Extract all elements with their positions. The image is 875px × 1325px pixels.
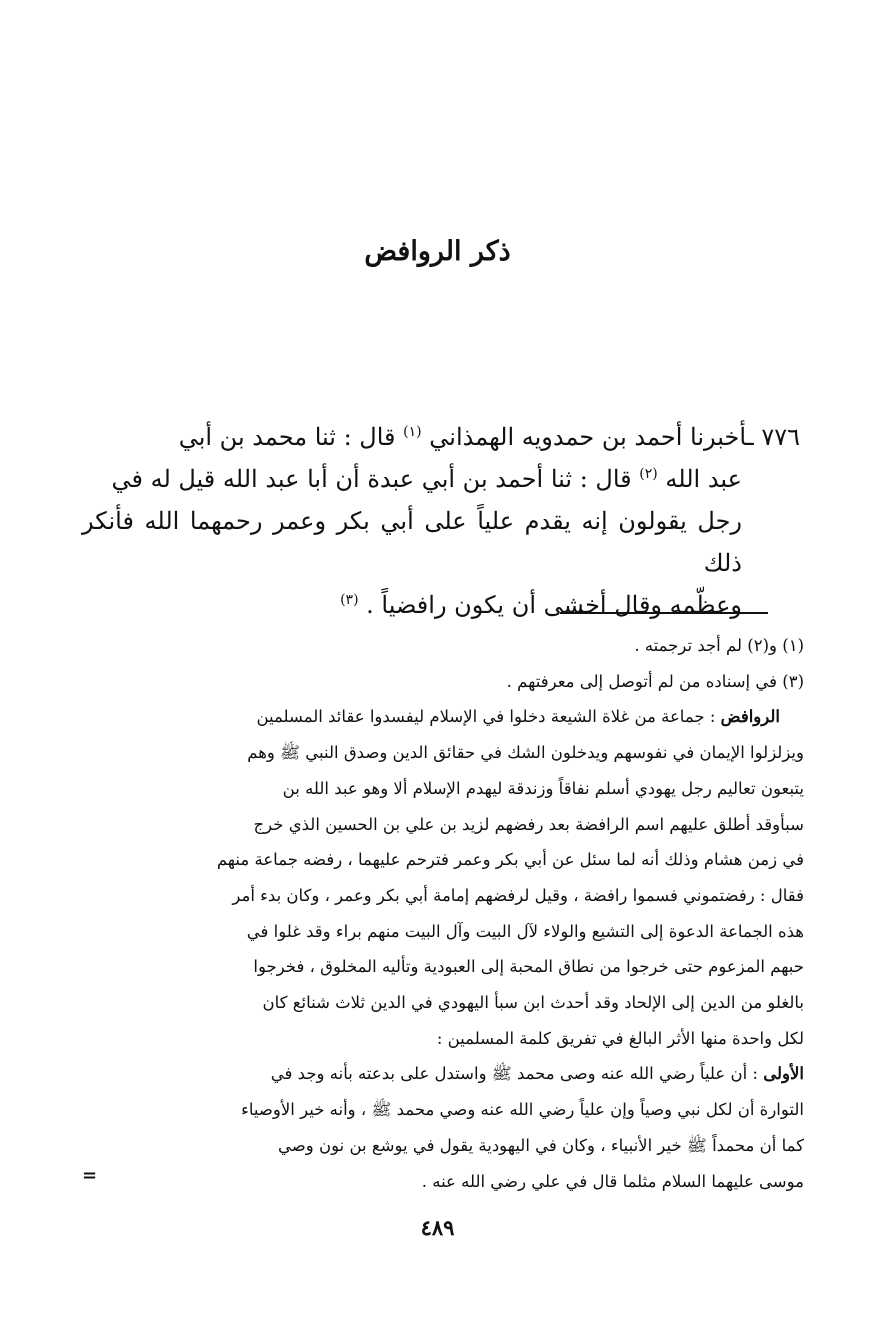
rawafid-line-4: سبأوقد أطلق عليهم اسم الرافضة بعد رفضهم لزيد بن علي بن الحسين الذي خرج <box>253 814 804 834</box>
hadith-number: ٧٧٦ ـ <box>746 423 800 451</box>
footnote-separator <box>560 612 768 614</box>
page-number: ٤٨٩ <box>420 1215 455 1240</box>
hadith-line-2 <box>82 458 800 500</box>
hadith-line-3: رجل يقولون إنه يقدم علياً على أبي بكر وعمر رحمهما الله فأنكر ذلك <box>82 507 742 577</box>
rawafid-line-7: هذه الجماعة الدعوة إلى التشيع والولاء لآل البيت وآل البيت منهم براء وقد غلوا في <box>246 921 804 941</box>
rawafid-line-10: لكل واحدة منها الأثر البالغ في تفريق كلمة المسلمين : <box>436 1028 804 1048</box>
hadith-text-1a: أخبرنا أحمد بن حمدويه الهمذاني <box>429 423 747 451</box>
rawafid-line-8: حبهم المزعوم حتى خرجوا من نطاق المحبة إلى العبودية وتأليه المخلوق ، فخرجوا <box>253 957 804 977</box>
rawafid-text-1: : جماعة من غلاة الشيعة دخلوا في الإسلام ليفسدوا عقائد المسلمين <box>256 707 716 727</box>
rawafid-line-6: فقال : رفضتموني فسموا رافضة ، وقيل لرفضهم إمامة أبي بكر وعمر ، وكان بدء أمر <box>232 885 804 905</box>
footnote-ref-1[interactable]: (١) <box>403 424 422 440</box>
first-point-text-1: : أن علياً رضي الله عنه وصى محمد ﷺ واستدل على بدعته بأنه وجد في <box>270 1064 758 1084</box>
footnote-3: (٣) في إسناده من لم أتوصل إلى معرفتهم . <box>506 671 804 691</box>
hadith-text-1b: قال : ثنا محمد بن أبي <box>178 423 396 451</box>
first-point-line-2: التوارة أن لكل نبي وصياً وإن علياً رضي الله عنه وصي محمد ﷺ ، وأنه خير الأوصياء <box>241 1100 804 1120</box>
footnote-1-2: (١) و(٢) لم أجد ترجمته . <box>634 636 804 655</box>
first-point-line-3: كما أن محمداً ﷺ خير الأنبياء ، وكان في اليهودية يقول في يوشع بن نون وصي <box>278 1135 804 1155</box>
first-point-line-4: موسى عليهما السلام مثلما قال في علي رضي الله عنه . <box>421 1171 804 1191</box>
footnote-ref-3[interactable]: (٣) <box>340 592 359 608</box>
rawafid-line-2: ويزلزلوا الإيمان في نفوسهم ويدخلون الشك في حقائق الدين وصدق النبي ﷺ وهم <box>247 743 804 763</box>
continuation-mark: = <box>82 1165 98 1186</box>
rawafid-line-3: يتبعون تعاليم رجل يهودي أسلم نفاقاً وزندقة ليهدم الإسلام ألا وهو عبد الله بن <box>282 778 804 798</box>
hadith-block <box>82 416 800 626</box>
first-point-line-1 <box>78 1056 804 1092</box>
rawafid-term: الروافض <box>720 707 780 727</box>
footnotes-block <box>78 628 804 1199</box>
hadith-text-2a: عبد الله <box>665 465 742 493</box>
hadith-line-4 <box>82 584 800 626</box>
hadith-text-2b: قال : ثنا أحمد بن أبي عبدة أن أبا عبد الله قيل له في <box>111 465 632 493</box>
chapter-title: ذكر الروافض <box>364 236 511 267</box>
footnote-ref-2[interactable]: (٢) <box>639 466 658 482</box>
hadith-line-1 <box>82 416 800 458</box>
rawafid-line-1 <box>78 699 804 735</box>
rawafid-line-5: في زمن هشام وذلك أنه لما سئل عن أبي بكر وعمر فترحم عليهما ، رفضه جماعة منهم <box>216 850 804 870</box>
hadith-text-4: وعظّمه وقال أخشى أن يكون رافضياً . <box>366 591 742 619</box>
rawafid-line-9: بالغلو من الدين إلى الإلحاد وقد أحدث ابن سبأ اليهودي في الدين ثلاث شنائع كان <box>262 993 804 1013</box>
first-point-term: الأولى <box>763 1064 804 1084</box>
